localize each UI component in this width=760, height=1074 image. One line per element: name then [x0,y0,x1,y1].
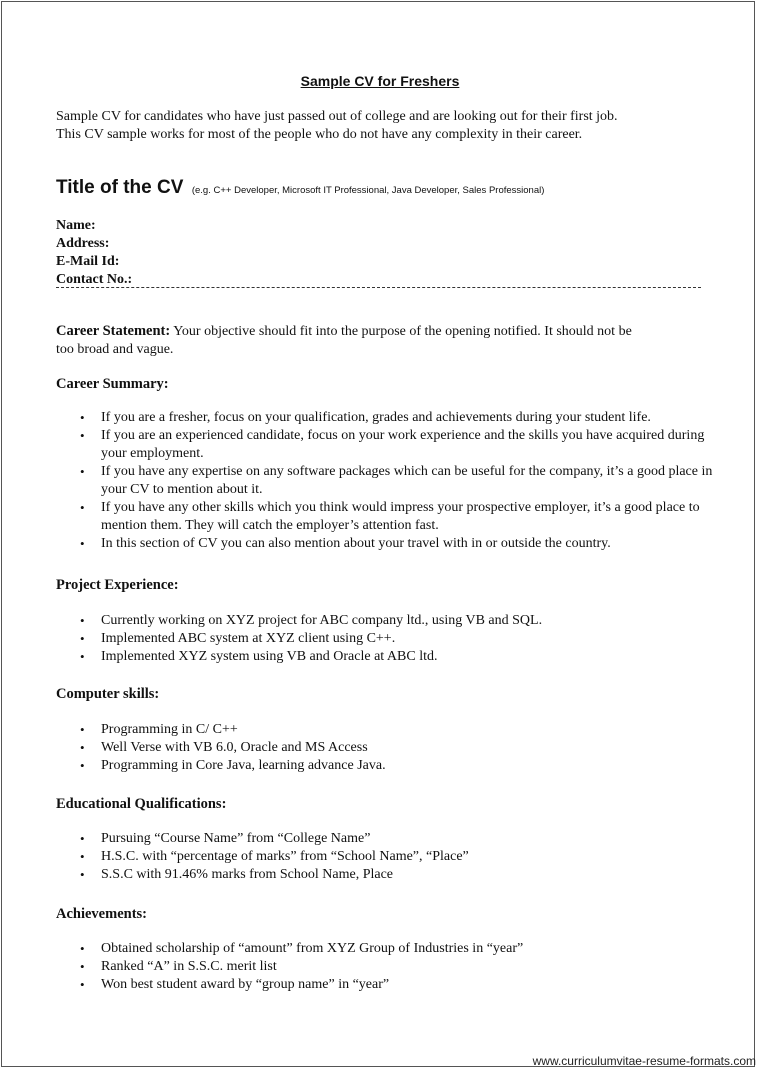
contact-name-label: Name: [56,218,96,233]
list-item: • Programming in Core Java, learning advance Java. [56,757,716,775]
document-title: Sample CV for Freshers [300,73,460,89]
computer-skills-heading: Computer skills: [56,686,160,702]
intro-line-2: This CV sample works for most of the people who do not have any complexity in their career. [56,127,583,142]
list-item: • H.S.C. with “percentage of marks” from “School Name”, “Place” [56,848,716,866]
list-item: • Won best student award by “group name” in “year” [56,976,716,994]
career-statement [56,322,716,359]
list-item: • If you have any expertise on any software packages which can be useful for the company, it’s a good place in your CV to mention about it. [56,463,716,499]
education-list [56,830,716,884]
computer-skills-list [56,721,716,775]
achievements-heading: Achievements: [56,906,148,922]
project-experience-section [56,577,716,666]
list-item: • If you have any other skills which you think would impress your prospective employer, it’s a good place to mention them. They will catch the employer’s attention fast. [56,499,716,535]
list-item: • Ranked “A” in S.S.C. merit list [56,958,716,976]
list-item: • Programming in C/ C++ [56,721,716,739]
list-item: • If you are an experienced candidate, focus on your work experience and the skills you have acquired during your employment. [56,427,716,463]
list-item: • Well Verse with VB 6.0, Oracle and MS Access [56,739,716,757]
list-item: • Implemented ABC system at XYZ client using C++. [56,630,716,648]
career-statement-text-2: too broad and vague. [56,342,174,357]
career-statement-text: Your objective should fit into the purpose of the opening notified. It should not be [173,324,632,339]
project-experience-heading: Project Experience: [56,577,179,593]
education-heading: Educational Qualifications: [56,796,227,812]
contact-phone-label: Contact No.: [56,272,133,287]
list-item: • Pursuing “Course Name” from “College Name” [56,830,716,848]
list-item: • In this section of CV you can also mention about your travel with in or outside the country. [56,535,716,553]
cv-title-label: Title of the CV [56,177,184,198]
contact-email-label: E-Mail Id: [56,254,120,269]
list-item: • S.S.C with 91.46% marks from School Name, Place [56,866,716,884]
education-section [56,796,716,884]
computer-skills-section [56,686,716,775]
cv-title-heading [56,177,544,199]
list-item: • If you are a fresher, focus on your qualification, grades and achievements during your student life. [56,409,716,427]
contact-address-label: Address: [56,236,110,251]
career-statement-label: Career Statement: [56,323,171,339]
achievements-section [56,906,716,994]
career-summary-list [56,409,716,553]
contact-block [56,217,132,289]
project-experience-list [56,612,716,666]
intro-line-1: Sample CV for candidates who have just passed out of college and are looking out for their first job. [56,109,618,124]
list-item: • Obtained scholarship of “amount” from XYZ Group of Industries in “year” [56,940,716,958]
achievements-list [56,940,716,994]
career-summary-heading: Career Summary: [56,376,169,392]
cv-title-example: (e.g. C++ Developer, Microsoft IT Professional, Java Developer, Sales Professional) [191,185,545,196]
career-summary-section [56,376,716,553]
list-item: • Currently working on XYZ project for ABC company ltd., using VB and SQL. [56,612,716,630]
dashed-divider [56,287,701,298]
intro-paragraph [56,108,716,144]
list-item: • Implemented XYZ system using VB and Oracle at ABC ltd. [56,648,716,666]
footer-watermark: www.curriculumvitae-resume-formats.com [532,1054,756,1068]
